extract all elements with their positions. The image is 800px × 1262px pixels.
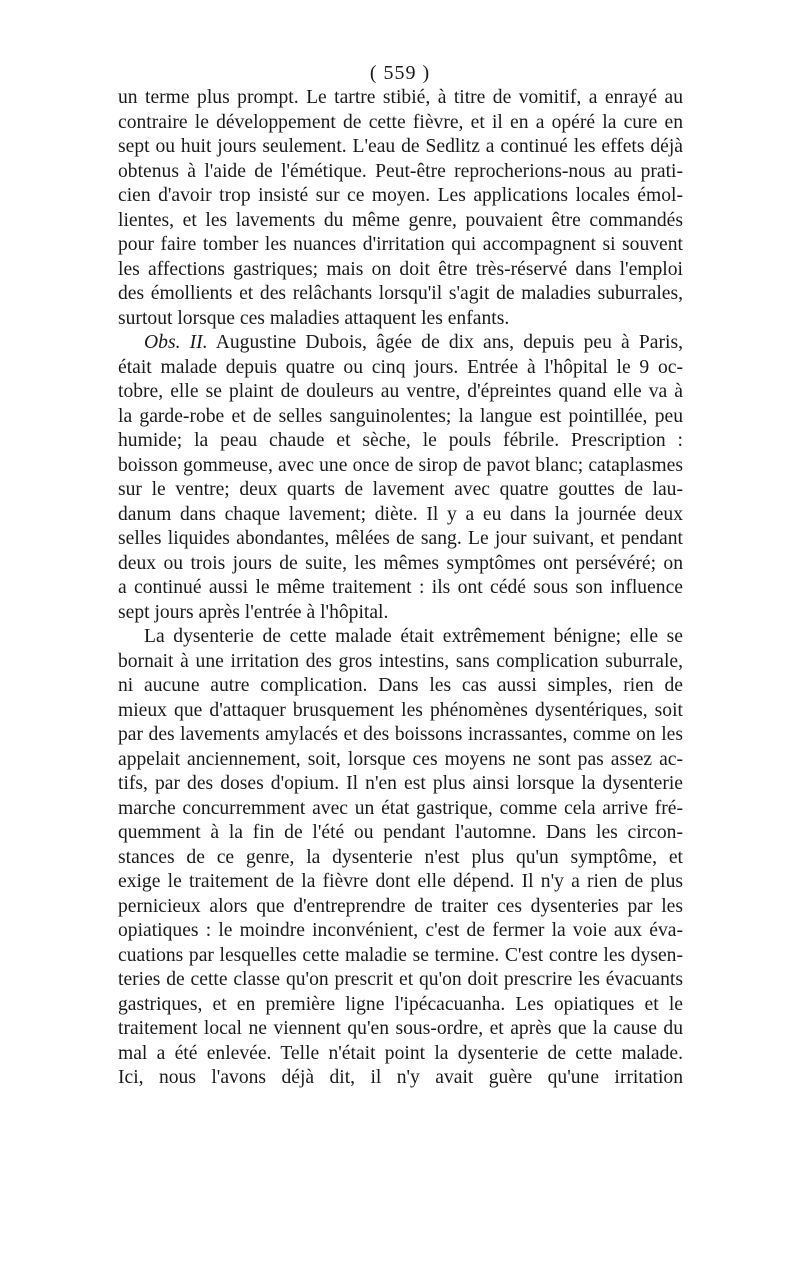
text-line: obtenus à l'aide de l'émétique. Peut-être reprocherions-nous au prati- bbox=[118, 160, 683, 182]
text-line: contraire le développement de cette fièvre, et il en a opéré la cure en bbox=[118, 111, 683, 133]
text-line: teries de cette classe qu'on prescrit et qu'on doit prescrire les évacuants bbox=[118, 969, 683, 990]
text-line: bornait à une irritation des gros intestins, sans complication suburrale, bbox=[118, 650, 683, 672]
text-line: traitement local ne viennent qu'en sous-ordre, et après que la cause du bbox=[118, 1018, 683, 1039]
text-line: selles liquides abondantes, mêlées de sang. Le jour suivant, et pendant bbox=[118, 528, 683, 549]
body-text bbox=[118, 86, 683, 1091]
text-line: stances de ce genre, la dysenterie n'est plus qu'un symptôme, et bbox=[118, 846, 683, 868]
text-line: danum dans chaque lavement; diète. Il y a eu dans la journée deux bbox=[118, 503, 683, 525]
page-number: ( 559 ) bbox=[369, 62, 431, 84]
text-line: quemment à la fin de l'été ou pendant l'automne. Dans les circon- bbox=[118, 822, 683, 843]
text-line: mieux que d'attaquer brusquement les phénomènes dysentériques, soit bbox=[118, 699, 683, 721]
text-line: deux ou trois jours de suite, les mêmes symptômes ont persévéré; on bbox=[118, 552, 683, 574]
text-line: sept ou huit jours seulement. L'eau de Sedlitz a continué les effets déjà bbox=[118, 136, 683, 157]
text-line: appelait anciennement, soit, lorsque ces moyens ne sont pas assez ac- bbox=[118, 748, 683, 770]
text-line: tobre, elle se plaint de douleurs au ventre, d'épreintes quand elle va à bbox=[118, 381, 683, 402]
text-line: boisson gommeuse, avec une once de sirop de pavot blanc; cataplasmes bbox=[118, 454, 683, 476]
text-line: par des lavements amylacés et des boissons incrassantes, comme on les bbox=[118, 724, 683, 745]
text-line: cuations par lesquelles cette maladie se termine. C'est contre les dysen- bbox=[118, 944, 683, 966]
text-line: ni aucune autre complication. Dans les cas aussi simples, rien de bbox=[118, 675, 683, 696]
text-line: Ici, nous l'avons déjà dit, il n'y avait guère qu'une irritation bbox=[118, 1067, 683, 1088]
text-line: exige le traitement de la fièvre dont elle dépend. Il n'y a rien de plus bbox=[118, 871, 683, 892]
text-line: tifs, par des doses d'opium. Il n'en est plus ainsi lorsque la dysenterie bbox=[118, 773, 683, 794]
text-line: sur le ventre; deux quarts de lavement avec quatre gouttes de lau- bbox=[118, 479, 683, 500]
obs-first-line bbox=[118, 331, 683, 356]
text-line: sept jours après l'entrée à l'hôpital. bbox=[118, 601, 389, 623]
text-line: était malade depuis quatre ou cinq jours. Entrée à l'hôpital le 9 oc- bbox=[118, 356, 683, 378]
text-line: cien d'avoir trop insisté sur ce moyen. Les applications locales émol- bbox=[118, 185, 683, 206]
text-line: humide; la peau chaude et sèche, le pouls fébrile. Prescription : bbox=[118, 430, 683, 451]
text-line: pernicieux alors que d'entreprendre de traiter ces dysenteries par les bbox=[118, 895, 683, 917]
text-line: a continué aussi le même traitement : ils ont cédé sous son influence bbox=[118, 577, 683, 598]
obs-first-line-text: Augustine Dubois, âgée de dix ans, depuis peu à Paris, bbox=[207, 332, 684, 353]
text-line: un terme plus prompt. Le tartre stibié, à titre de vomitif, a enrayé au bbox=[118, 87, 683, 108]
text-line: surtout lorsque ces maladies attaquent les enfants. bbox=[118, 307, 510, 329]
text-line: mal a été enlevée. Telle n'était point la dysenterie de cette malade. bbox=[118, 1042, 683, 1064]
text-line: La dysenterie de cette malade était extrêmement bénigne; elle se bbox=[144, 626, 683, 647]
text-line: opiatiques : le moindre inconvénient, c'est de fermer la voie aux éva- bbox=[118, 920, 683, 941]
text-line: pour faire tomber les nuances d'irritation qui accompagnent si souvent bbox=[118, 234, 683, 255]
text-line: gastriques, et en première ligne l'ipécacuanha. Les opiatiques et le bbox=[118, 993, 683, 1015]
text-line: marche concurremment avec un état gastrique, comme cela arrive fré- bbox=[118, 797, 683, 819]
obs-label: Obs. II. bbox=[144, 332, 208, 353]
text-line: les affections gastriques; mais on doit être très-réservé dans l'emploi bbox=[118, 258, 683, 280]
text-line: lientes, et les lavements du même genre, pouvaient être commandés bbox=[118, 209, 683, 231]
text-line: la garde-robe et de selles sanguinolentes; la langue est pointillée, peu bbox=[118, 405, 683, 427]
text-line: des émollients et des relâchants lorsqu'il s'agit de maladies suburrales, bbox=[118, 283, 683, 304]
